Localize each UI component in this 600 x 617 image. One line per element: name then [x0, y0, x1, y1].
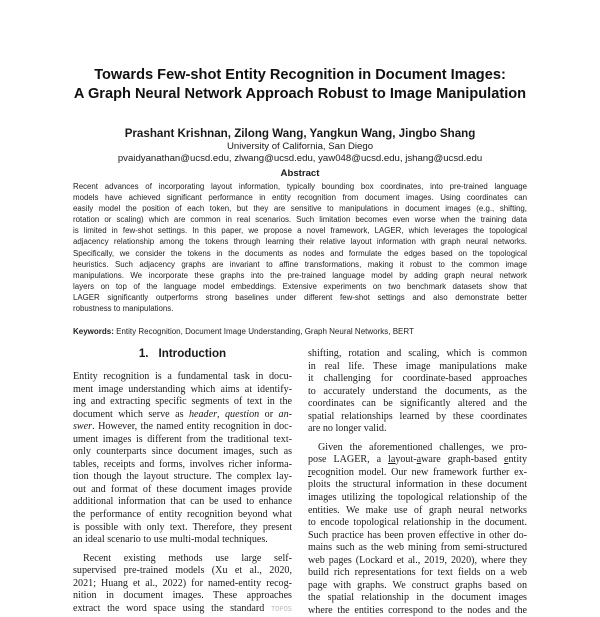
text-line: nition in document images. These approaches — [73, 590, 292, 602]
text-line: additional information that can be used to enhance — [73, 496, 292, 508]
text-line — [73, 603, 292, 617]
text-line: supervised pre-trained models (Xu et al., 2020, — [73, 565, 292, 577]
text-line: ploits the structural information in these document — [308, 479, 527, 491]
title-line-1: Towards Few-shot Entity Recognition in Document Images: — [94, 67, 506, 83]
text-line: entities. We make use of graph neural networks — [308, 504, 527, 516]
abstract-line: adjacency relationship among the tokens through learning their relative layout information with graph neural networks. — [73, 237, 527, 247]
underlined-letter: g — [447, 454, 453, 466]
text-run: ware — [421, 454, 448, 466]
text-run: or — [259, 408, 279, 420]
text-line: out and format of these document images provide — [73, 483, 292, 495]
text-run: ecognition model. Our new framework further ex- — [311, 466, 527, 478]
text-line: tables, receipts and forms, involves richer informa- — [73, 458, 292, 470]
text-line — [73, 421, 292, 434]
text-line: are no longer valid. — [308, 423, 387, 435]
italic-term: header — [188, 408, 218, 420]
text-line: ing and extracting specific segments of text in the — [73, 396, 292, 408]
text-line: Given the aforementioned challenges, we pro- — [318, 441, 527, 453]
text-line: an ideal scenario to use multi-modal techniques. — [73, 534, 268, 546]
text-line — [308, 467, 527, 480]
text-line: Recent existing methods use large self- — [83, 552, 292, 564]
paper-title — [40, 66, 560, 104]
text-run: raph-based — [452, 454, 504, 466]
text-line: shifting, rotation and scaling, which is common — [308, 348, 527, 359]
text-run: yout- — [395, 454, 417, 466]
text-line — [73, 409, 292, 422]
text-line: build rich representations for text fields on a web — [308, 567, 527, 579]
intro-paragraph-1 — [73, 371, 292, 547]
abstract-line: Recent advances of incorporating layout information, typically bounding box coordinates, into pre-trained language — [73, 182, 527, 191]
underlined-letter: e — [504, 454, 509, 466]
abstract-line: easily model the position of each token, but they are sensitive to manipulations in document images (e.g., shifting, — [73, 204, 527, 214]
text-line: is possible with only text. Therefore, they present — [73, 521, 292, 533]
text-run: document which serve as — [73, 408, 189, 420]
text-line: where the entities correspond to the nodes and the — [308, 604, 527, 616]
italic-term: question — [225, 408, 260, 420]
abstract-body — [73, 181, 527, 314]
text-line: page with graphs. We construct graphs based on — [308, 579, 527, 591]
left-column — [73, 346, 292, 616]
text-line: it challenging for coordinate-based approaches — [308, 373, 527, 385]
text-run: ntity — [508, 454, 527, 466]
text-line: ment image understanding which aims at identify- — [73, 383, 292, 395]
title-line-2: A Graph Neural Network Approach Robust to Image Manipulation — [73, 86, 527, 102]
text-run: . However, the named entity recognition in doc- — [92, 421, 292, 433]
abstract-line: models have achieved significant performance in entity recognition from document images. Using coordinates can — [73, 193, 527, 203]
section-number: 1. — [138, 347, 149, 360]
italic-term: swer — [73, 421, 93, 433]
intro-paragraph-lager — [308, 442, 527, 617]
text-line: to encode topological relationship in the document. — [308, 517, 527, 529]
text-line: the spatial relationship in the document images — [308, 592, 527, 604]
keywords — [73, 326, 527, 337]
faint-text: TOPOS — [270, 605, 292, 614]
abstract-line: Specifically, we consider the tokens in the documents as nodes and formulate the edges based on the topological — [73, 248, 527, 258]
abstract-line: layers on top of the language model embeddings. Extensive experiments on two benchmark datasets show that — [73, 281, 527, 291]
abstract-line: is limited in few-shot settings. In this paper, we propose a novel framework, LAGER, which leverages the topological — [73, 226, 527, 236]
abstract-line: LAGER significantly outperforms strong baselines under different few-shot settings and also demonstrate better — [73, 292, 527, 302]
text-line: ument images is different from the traditional text- — [73, 433, 292, 445]
text-run: , — [217, 408, 225, 420]
text-line: coordinates can be significantly altered and the — [308, 398, 527, 410]
text-line: tion though the layout structure. The complex lay- — [73, 471, 292, 483]
underlined-letter: a — [416, 454, 422, 466]
text-line: Entity recognition is a fundamental task in docu- — [73, 371, 292, 382]
text-run: extract the word space using the standard — [73, 602, 271, 614]
section-title: Introduction — [158, 347, 227, 360]
author-emails: pvaidyanathan@ucsd.edu, zlwang@ucsd.edu, yaw048@ucsd.edu, jshang@ucsd.edu — [117, 153, 483, 164]
text-line: web pages (Lockard et al., 2019, 2020), where they — [308, 554, 527, 566]
abstract-line: manipulations. We incorporate these graphs into the pre-trained language model by adding graph neural network — [73, 270, 527, 280]
text-line: 2021; Huang et al., 2022) for named-entity recog- — [73, 577, 292, 589]
right-column — [308, 348, 527, 617]
text-line: only counterparts since document images, such as — [73, 446, 292, 458]
text-line: in real life. These image manipulations make — [308, 360, 527, 372]
abstract-line: heuristics. Such adjacency graphs are invariant to affine transformations, making it robust to the common image — [73, 259, 527, 269]
underlined-letter: la — [388, 454, 396, 466]
author-list: Prashant Krishnan, Zilong Wang, Yangkun Wang, Jingbo Shang — [124, 127, 476, 140]
abstract-line: rotation or scaling) which are common in real scenarios. Such limitation becomes even worse when the training data — [73, 215, 527, 225]
abstract-line: robustness to manipulations. — [73, 304, 174, 314]
section-heading-introduction — [73, 346, 292, 362]
text-run: pose LAGER, a — [308, 454, 389, 466]
italic-term: an- — [278, 408, 292, 420]
text-line: mains such as the web mining from semi-structured — [308, 542, 527, 554]
intro-paragraph-continued — [308, 348, 527, 436]
intro-paragraph-2 — [73, 553, 292, 617]
keywords-label: Keywords: — [73, 327, 114, 336]
underlined-letter: r — [308, 466, 312, 478]
text-line — [308, 454, 527, 467]
affiliation: University of California, San Diego — [226, 141, 374, 152]
text-line: images utilizing the topological relationship of the — [308, 492, 527, 504]
text-line: spatial relationships learned by these coordinates — [308, 410, 527, 422]
text-line: to accurately understand the documents, as the — [308, 385, 527, 397]
text-line: the performance of entity recognition beyond what — [73, 509, 292, 521]
keywords-list: Entity Recognition, Document Image Understanding, Graph Neural Networks, BERT — [116, 327, 414, 336]
abstract-heading: Abstract — [280, 168, 320, 179]
text-line: Such practice has been proven effective in other do- — [308, 529, 527, 541]
